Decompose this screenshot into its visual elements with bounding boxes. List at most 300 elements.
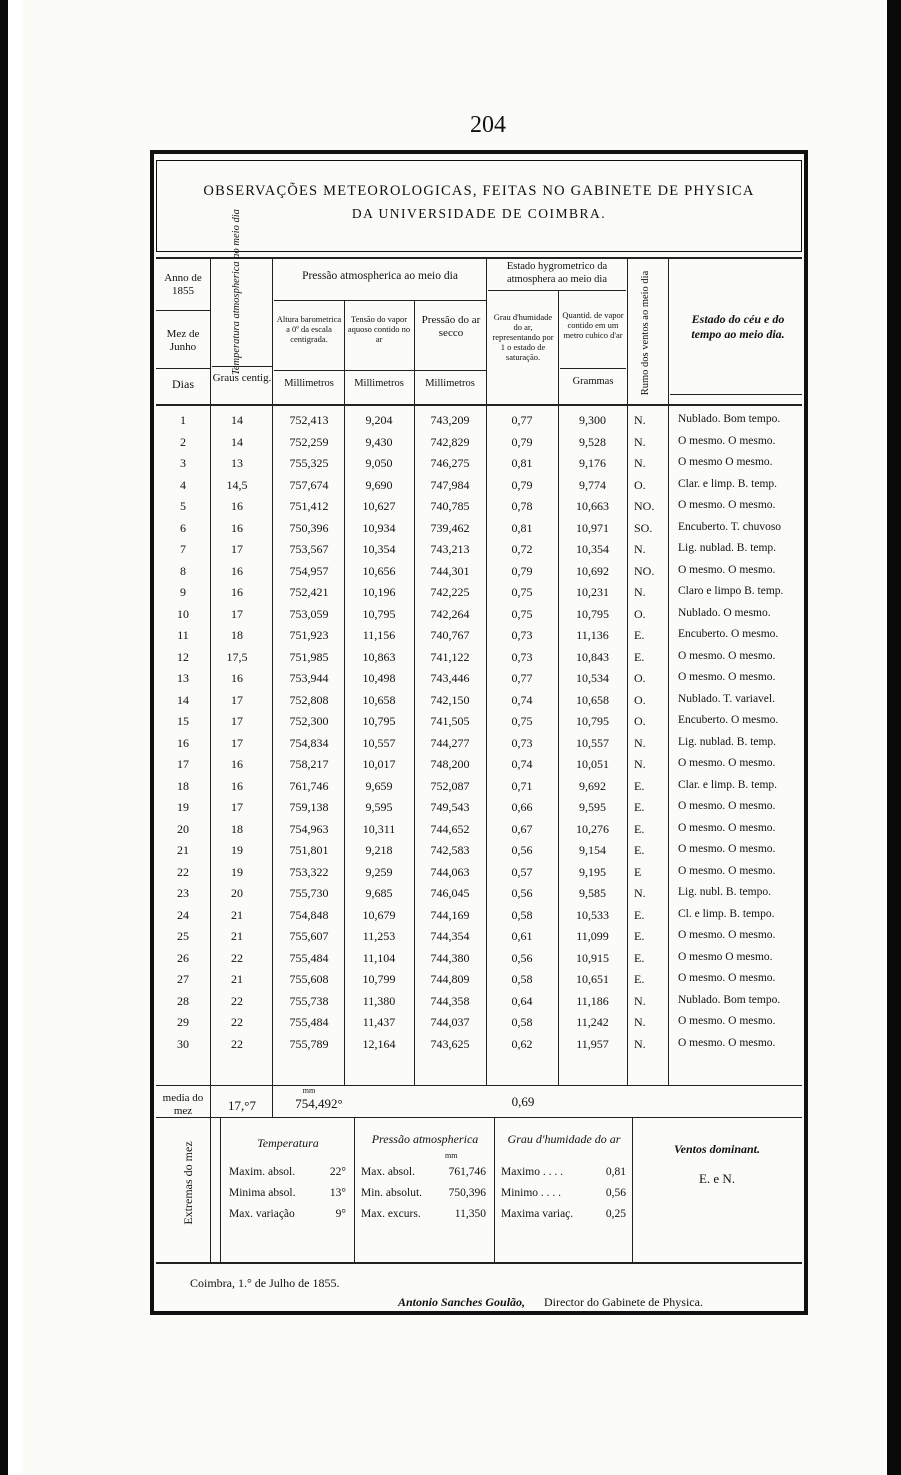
- cell-grau-humidade: 0,58: [511, 972, 533, 986]
- cell-temperature: 17: [231, 714, 243, 728]
- cell-day: 23: [177, 886, 189, 900]
- cell-day: 1: [180, 413, 186, 427]
- rule-media-top: [156, 1085, 802, 1086]
- cell-vento: N.: [634, 1036, 646, 1051]
- cell-pressao-ar: 744,652: [430, 821, 470, 836]
- cell-grau-humidade: 0,75: [511, 606, 533, 621]
- cell-temperature: 22: [231, 1036, 243, 1051]
- cell-temperature: 16: [231, 778, 243, 793]
- cell-estado: Lig. nublad. B. temp.: [678, 735, 777, 748]
- header-pressao-group: Pressão atmospherica ao meio dia: [302, 270, 458, 282]
- ext-rule-3: [494, 1117, 495, 1262]
- footer-role: Director do Gabinete de Physica.: [544, 1295, 703, 1309]
- cell-altura: 755,608: [289, 972, 329, 986]
- cell-pressao-ar: 742,264: [430, 606, 470, 621]
- cell-tensao: 9,659: [365, 778, 393, 793]
- ext-row-value: 0,56: [605, 1187, 626, 1199]
- cell-day: 27: [177, 972, 189, 986]
- cell-estado: O mesmo. O mesmo.: [678, 1036, 776, 1049]
- ext-row-label: Maxim. absol.: [229, 1166, 296, 1178]
- cell-tensao: 9,050: [365, 456, 393, 470]
- title-box: [156, 160, 802, 252]
- header-bottom-rule: [156, 404, 802, 406]
- cell-altura: 755,325: [289, 456, 329, 470]
- cell-vento: O.: [634, 477, 646, 492]
- cell-quantidade: 9,692: [579, 778, 606, 793]
- cell-grau-humidade: 0,56: [511, 950, 533, 965]
- media-label: media do mez: [162, 1092, 204, 1117]
- cell-altura: 753,944: [289, 671, 329, 685]
- cell-altura: 751,801: [289, 843, 329, 857]
- cell-estado: Cl. e limp. B. tempo.: [678, 907, 775, 920]
- cell-altura: 753,059: [289, 606, 329, 621]
- cell-day: 10: [177, 606, 189, 621]
- unit-tensao: Millimetros: [354, 378, 404, 389]
- cell-estado: O mesmo. O mesmo.: [678, 757, 776, 769]
- cell-quantidade: 9,154: [579, 843, 606, 857]
- header-anno: Anno de 1855: [164, 272, 202, 297]
- cell-temperature: 18: [231, 628, 243, 642]
- ext-row-value: 22°: [329, 1166, 346, 1178]
- cell-altura: 752,413: [289, 413, 329, 427]
- cell-temperature: 16: [231, 757, 243, 771]
- cell-tensao: 10,863: [362, 649, 396, 664]
- header-tensao: Tensão do vapor aquoso contido no ar: [347, 314, 411, 344]
- cell-day: 4: [180, 477, 186, 492]
- cell-quantidade: 10,663: [576, 499, 609, 513]
- cell-temperature: 22: [231, 950, 243, 965]
- cell-estado: Clar. e limp. B. temp.: [678, 778, 778, 791]
- cell-grau-humidade: 0,74: [511, 692, 533, 707]
- cell-estado: Nublado. Bom tempo.: [678, 413, 781, 425]
- cell-estado: O mesmo. O mesmo.: [678, 563, 776, 576]
- cell-estado: Encuberto. O mesmo.: [678, 714, 779, 726]
- cell-estado: Lig. nublad. B. temp.: [678, 542, 777, 554]
- cell-temperature: 14: [231, 434, 243, 449]
- rule-hygro-group: [488, 290, 626, 291]
- cell-day: 29: [177, 1015, 189, 1029]
- cell-quantidade: 10,534: [576, 671, 609, 685]
- cell-tensao: 9,685: [365, 886, 393, 900]
- cell-day: 6: [180, 520, 186, 535]
- cell-grau-humidade: 0,57: [511, 864, 533, 879]
- cell-vento: N.: [634, 886, 646, 900]
- cell-tensao: 10,196: [362, 585, 396, 599]
- cell-pressao-ar: 740,767: [430, 628, 470, 642]
- ext-ventos-value: E. e N.: [698, 1171, 736, 1186]
- cell-grau-humidade: 0,79: [511, 477, 533, 492]
- cell-grau-humidade: 0,72: [511, 542, 533, 556]
- cell-quantidade: 10,276: [576, 821, 609, 836]
- cell-vento: E.: [634, 907, 645, 922]
- cell-quantidade: 10,051: [576, 757, 609, 771]
- cell-pressao-ar: 743,625: [430, 1036, 470, 1051]
- cell-quantidade: 9,195: [579, 864, 606, 879]
- media-alt-unit: mm: [302, 1086, 316, 1095]
- cell-grau-humidade: 0,58: [511, 907, 533, 922]
- cell-estado: O mesmo. O mesmo.: [678, 972, 776, 984]
- cell-tensao: 10,311: [362, 821, 396, 836]
- rule-mez: [156, 368, 210, 369]
- cell-tensao: 10,799: [362, 972, 396, 986]
- ext-row-label: Max. absol.: [361, 1166, 415, 1178]
- cell-vento: E.: [634, 843, 645, 857]
- ext-row-value: 750,396: [448, 1187, 486, 1199]
- cell-grau-humidade: 0,62: [511, 1036, 533, 1051]
- cell-day: 9: [180, 585, 186, 599]
- cell-temperature: 16: [231, 671, 243, 685]
- header-pressao-ar: Pressão do ar secco: [421, 314, 481, 339]
- cell-quantidade: 11,186: [576, 993, 609, 1008]
- cell-pressao-ar: 741,505: [430, 714, 470, 728]
- cell-tensao: 10,795: [362, 606, 396, 621]
- cell-quantidade: 11,242: [576, 1015, 609, 1029]
- cell-day: 2: [180, 434, 186, 449]
- page-number: 204: [470, 112, 506, 138]
- ext-row-value: 0,25: [605, 1208, 626, 1220]
- cell-temperature: 16: [231, 499, 243, 513]
- cell-vento: NO.: [634, 563, 655, 578]
- cell-temperature: 20: [231, 886, 243, 900]
- cell-temperature: 14: [231, 413, 243, 427]
- cell-quantidade: 10,533: [576, 907, 609, 922]
- title-line-1: OBSERVAÇÕES METEOROLOGICAS, FEITAS NO GABINETE DE PHYSICA: [203, 183, 755, 199]
- cell-day: 26: [177, 950, 189, 965]
- cell-altura: 759,138: [289, 800, 329, 814]
- cell-temperature: 21: [231, 972, 243, 986]
- header-graus: Graus centig.: [212, 372, 272, 384]
- cell-day: 30: [177, 1036, 189, 1051]
- cell-vento: E.: [634, 821, 645, 836]
- cell-vento: E: [634, 864, 642, 879]
- cell-tensao: 9,204: [365, 413, 393, 427]
- cell-pressao-ar: 746,275: [430, 456, 470, 470]
- cell-estado: Lig. nubl. B. tempo.: [678, 886, 771, 898]
- cell-tensao: 10,354: [362, 542, 396, 556]
- cell-temperature: 21: [231, 907, 243, 922]
- ext-row-value: 9°: [335, 1208, 346, 1220]
- title-line-2: DA UNIVERSIDADE DE COIMBRA.: [351, 206, 607, 221]
- cell-estado: Claro e limpo B. temp.: [678, 585, 784, 597]
- cell-estado: Encuberto. O mesmo.: [678, 628, 779, 640]
- cell-tensao: 10,557: [362, 735, 396, 750]
- footer-signatory: Antonio Sanches Goulão,: [398, 1295, 526, 1309]
- cell-temperature: 17: [231, 800, 243, 814]
- ext-row-value: 0,81: [605, 1166, 626, 1178]
- cell-pressao-ar: 744,380: [430, 950, 470, 965]
- cell-tensao: 9,430: [365, 434, 393, 449]
- cell-temperature: 19: [231, 864, 243, 879]
- cell-temperature: 14,5: [226, 477, 248, 492]
- col-rule-7: [627, 257, 628, 1085]
- cell-day: 21: [177, 843, 189, 857]
- cell-day: 12: [177, 649, 189, 664]
- cell-day: 15: [177, 714, 189, 728]
- rule-pressao-units: [274, 370, 486, 371]
- cell-vento: N.: [634, 993, 646, 1008]
- cell-altura: 755,484: [289, 1015, 329, 1029]
- ext-hum-title: Grau d'humidade do ar: [507, 1132, 621, 1146]
- col-rule-8: [668, 257, 669, 1085]
- cell-altura: 754,957: [289, 563, 329, 578]
- cell-grau-humidade: 0,75: [511, 585, 533, 599]
- cell-tensao: 9,218: [365, 843, 393, 857]
- cell-pressao-ar: 749,543: [430, 800, 470, 814]
- cell-grau-humidade: 0,75: [511, 714, 533, 728]
- cell-grau-humidade: 0,73: [511, 735, 533, 750]
- cell-estado: O mesmo. O mesmo.: [678, 434, 776, 447]
- col-rule-1: [210, 257, 211, 1262]
- cell-estado: Nublado. T. variavel.: [678, 692, 775, 705]
- cell-altura: 757,674: [289, 477, 329, 492]
- cell-temperature: 22: [231, 993, 243, 1008]
- cell-pressao-ar: 748,200: [430, 757, 470, 771]
- cell-quantidade: 9,528: [579, 434, 606, 449]
- cell-estado: Nublado. O mesmo.: [678, 606, 771, 619]
- header-top-rule: [156, 257, 802, 259]
- cell-altura: 752,300: [289, 714, 329, 728]
- cell-vento: N.: [634, 434, 646, 449]
- cell-day: 14: [177, 692, 189, 707]
- cell-quantidade: 10,231: [576, 585, 609, 599]
- cell-quantidade: 9,300: [579, 413, 606, 427]
- cell-grau-humidade: 0,81: [511, 456, 533, 470]
- cell-grau-humidade: 0,79: [511, 434, 533, 449]
- ext-row-label: Max. variação: [229, 1208, 295, 1220]
- cell-pressao-ar: 744,169: [430, 907, 470, 922]
- cell-altura: 755,730: [289, 886, 329, 900]
- media-altura: 754,492°: [295, 1096, 343, 1111]
- cell-day: 7: [180, 542, 186, 556]
- ext-row-label: Min. absolut.: [361, 1187, 423, 1199]
- ext-rule-2: [354, 1117, 355, 1262]
- cell-quantidade: 10,843: [576, 649, 609, 664]
- header-dias: Dias: [172, 377, 194, 391]
- cell-pressao-ar: 742,150: [430, 692, 470, 707]
- cell-temperature: 16: [231, 585, 243, 599]
- cell-day: 3: [180, 456, 186, 470]
- cell-day: 25: [177, 929, 189, 943]
- cell-estado: O mesmo. O mesmo.: [678, 864, 776, 877]
- cell-pressao-ar: 740,785: [430, 499, 470, 513]
- cell-pressao-ar: 742,225: [430, 585, 470, 599]
- cell-tensao: 11,380: [362, 993, 396, 1008]
- unit-grammas: Grammas: [572, 376, 614, 387]
- header-grau-humidade: Grau d'humidade do ar, representando por 1 o estado de saturação.: [492, 312, 554, 362]
- cell-pressao-ar: 743,446: [430, 671, 470, 685]
- cell-altura: 752,259: [289, 434, 329, 449]
- ext-row-label: Minimo . . . .: [501, 1187, 562, 1199]
- cell-quantidade: 9,595: [579, 800, 606, 814]
- cell-vento: N.: [634, 542, 646, 556]
- cell-quantidade: 10,651: [576, 972, 609, 986]
- cell-vento: N.: [634, 735, 646, 750]
- cell-tensao: 10,934: [362, 520, 396, 535]
- cell-quantidade: 10,795: [576, 606, 609, 621]
- cell-grau-humidade: 0,61: [511, 929, 533, 943]
- cell-temperature: 19: [231, 843, 243, 857]
- cell-altura: 750,396: [289, 520, 329, 535]
- cell-altura: 754,963: [289, 821, 329, 836]
- cell-pressao-ar: 746,045: [430, 886, 470, 900]
- cell-estado: O mesmo. O mesmo.: [678, 929, 776, 941]
- cell-altura: 753,567: [289, 542, 329, 556]
- cell-grau-humidade: 0,64: [511, 993, 533, 1008]
- ext-row-label: Max. excurs.: [361, 1208, 421, 1220]
- cell-vento: N.: [634, 1015, 646, 1029]
- cell-day: 19: [177, 800, 189, 814]
- ext-temp-title: Temperatura: [257, 1136, 319, 1150]
- cell-altura: 751,412: [289, 499, 329, 513]
- scan-right-edge: [887, 0, 901, 1475]
- cell-altura: 752,421: [289, 585, 329, 599]
- extremas-label: Extremas do mez: [181, 1141, 195, 1225]
- cell-day: 17: [177, 757, 189, 771]
- cell-vento: O.: [634, 714, 646, 728]
- ext-ventos-title: Ventos dominant.: [673, 1142, 761, 1156]
- cell-temperature: 18: [231, 821, 243, 836]
- cell-grau-humidade: 0,78: [511, 499, 533, 513]
- cell-tensao: 10,656: [362, 563, 396, 578]
- cell-quantidade: 10,915: [576, 950, 609, 965]
- rule-anno: [156, 310, 210, 311]
- cell-temperature: 21: [231, 929, 243, 943]
- cell-altura: 753,322: [289, 864, 329, 879]
- cell-tensao: 9,595: [365, 800, 393, 814]
- cell-pressao-ar: 742,583: [430, 843, 470, 857]
- cell-vento: E.: [634, 972, 645, 986]
- cell-day: 16: [177, 735, 189, 750]
- cell-quantidade: 10,557: [576, 735, 609, 750]
- cell-quantidade: 10,971: [576, 520, 609, 535]
- cell-temperature: 17,5: [226, 649, 248, 664]
- cell-temperature: 22: [231, 1015, 243, 1029]
- cell-grau-humidade: 0,67: [511, 821, 533, 836]
- cell-day: 5: [180, 499, 186, 513]
- cell-tensao: 9,259: [365, 864, 393, 879]
- cell-vento: E.: [634, 628, 645, 642]
- rule-estado: [670, 394, 802, 395]
- cell-vento: E.: [634, 800, 645, 814]
- cell-altura: 751,923: [289, 628, 329, 642]
- cell-temperature: 17: [231, 735, 243, 750]
- cell-altura: 751,985: [289, 649, 329, 664]
- cell-temperature: 16: [231, 520, 243, 535]
- ext-rule-1: [220, 1117, 221, 1262]
- cell-altura: 755,484: [289, 950, 329, 965]
- cell-pressao-ar: 741,122: [430, 649, 470, 664]
- cell-vento: SO.: [634, 520, 653, 535]
- cell-grau-humidade: 0,73: [511, 628, 533, 642]
- cell-estado: O mesmo O mesmo.: [678, 950, 773, 963]
- cell-tensao: 10,017: [362, 757, 396, 771]
- media-humidade: 0,69: [511, 1094, 535, 1109]
- cell-day: 18: [177, 778, 189, 793]
- cell-altura: 755,738: [289, 993, 329, 1008]
- cell-grau-humidade: 0,58: [511, 1015, 533, 1029]
- cell-altura: 754,848: [289, 907, 329, 922]
- cell-quantidade: 10,795: [576, 714, 609, 728]
- unit-altura: Millimetros: [284, 378, 334, 389]
- ext-row-label: Maximo . . . .: [501, 1166, 563, 1178]
- cell-estado: Encuberto. T. chuvoso: [678, 520, 782, 533]
- cell-tensao: 9,690: [365, 477, 393, 492]
- header-temperatura: Temperatura atmospherica ao meio dia: [231, 209, 242, 375]
- ext-row-value: 11,350: [454, 1208, 486, 1220]
- cell-altura: 752,808: [289, 692, 329, 707]
- cell-temperature: 13: [231, 456, 243, 470]
- header-hygro-group: Estado hygrometrico da atmosphera ao meio dia: [506, 261, 608, 285]
- cell-vento: N.: [634, 757, 646, 771]
- cell-estado: O mesmo O mesmo.: [678, 456, 773, 468]
- cell-vento: E.: [634, 950, 645, 965]
- cell-temperature: 17: [231, 606, 243, 621]
- cell-pressao-ar: 752,087: [430, 778, 470, 793]
- cell-pressao-ar: 743,209: [430, 413, 470, 427]
- header-rumo-ventos: Rumo dos ventos ao meio dia: [640, 270, 651, 396]
- ext-press-unit: mm: [445, 1151, 458, 1160]
- cell-vento: E.: [634, 778, 645, 793]
- rule-ext-bottom: [156, 1262, 802, 1264]
- cell-vento: N.: [634, 585, 646, 599]
- cell-pressao-ar: 743,213: [430, 542, 470, 556]
- cell-day: 24: [177, 907, 189, 922]
- cell-pressao-ar: 744,354: [430, 929, 470, 943]
- col-rule-6: [558, 290, 559, 1085]
- cell-pressao-ar: 744,358: [430, 993, 470, 1008]
- cell-tensao: 10,498: [362, 671, 396, 685]
- cell-quantidade: 10,658: [576, 692, 609, 707]
- cell-pressao-ar: 747,984: [430, 477, 470, 492]
- cell-vento: N.: [634, 456, 646, 470]
- cell-quantidade: 11,136: [576, 628, 609, 642]
- cell-pressao-ar: 744,037: [430, 1015, 470, 1029]
- cell-tensao: 12,164: [362, 1036, 396, 1051]
- cell-temperature: 17: [231, 692, 243, 707]
- cell-estado: O mesmo. O mesmo.: [678, 800, 776, 812]
- cell-day: 28: [177, 993, 189, 1008]
- cell-tensao: 11,156: [362, 628, 396, 642]
- header-quantidade: Quantid. de vapor contido em um metro cubico d'ar: [562, 310, 624, 340]
- cell-grau-humidade: 0,74: [511, 757, 533, 771]
- cell-pressao-ar: 744,063: [430, 864, 470, 879]
- cell-altura: 761,746: [289, 778, 329, 793]
- cell-pressao-ar: 744,301: [430, 563, 470, 578]
- header-mez: Mez de Junho: [166, 328, 200, 353]
- cell-pressao-ar: 739,462: [430, 520, 470, 535]
- cell-pressao-ar: 744,277: [430, 735, 470, 750]
- cell-estado: O mesmo. O mesmo.: [678, 499, 776, 511]
- cell-grau-humidade: 0,56: [511, 843, 533, 857]
- cell-tensao: 11,253: [362, 929, 396, 943]
- cell-vento: N.: [634, 413, 646, 427]
- rule-grammas: [560, 368, 626, 369]
- cell-day: 8: [180, 563, 186, 578]
- cell-grau-humidade: 0,56: [511, 886, 533, 900]
- cell-quantidade: 11,957: [576, 1036, 609, 1051]
- ext-row-value: 13°: [329, 1187, 346, 1199]
- cell-estado: O mesmo. O mesmo.: [678, 671, 776, 683]
- cell-quantidade: 9,585: [579, 886, 606, 900]
- cell-pressao-ar: 744,809: [430, 972, 470, 986]
- cell-vento: NO.: [634, 499, 655, 513]
- cell-estado: Nublado. Bom tempo.: [678, 993, 781, 1006]
- cell-altura: 758,217: [289, 757, 329, 771]
- cell-grau-humidade: 0,77: [511, 413, 533, 427]
- rule-media-bottom: [156, 1117, 802, 1118]
- cell-day: 20: [177, 821, 189, 836]
- col-rule-2: [272, 257, 273, 1117]
